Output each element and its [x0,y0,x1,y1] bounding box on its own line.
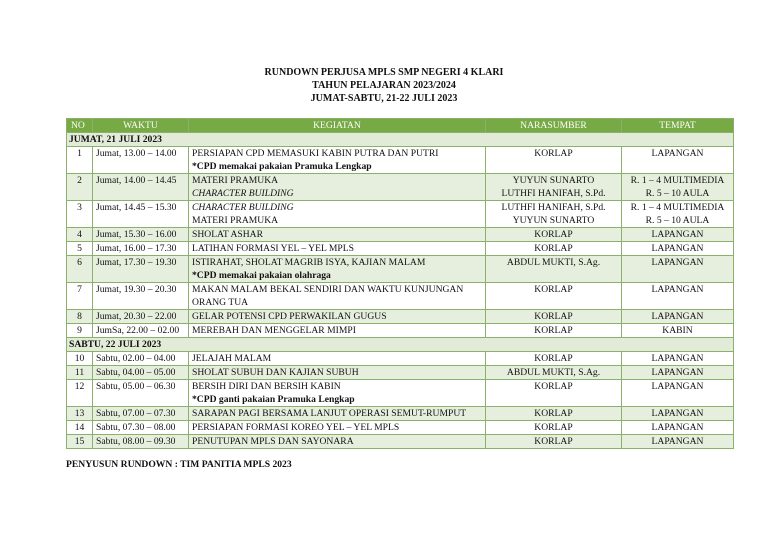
table-row [67,421,734,435]
cell-no: 4 [67,228,93,242]
cell-no: 11 [67,366,93,380]
cell-kegiatan [189,174,486,201]
header-kegiatan: KEGIATAN [189,119,486,133]
table-row [67,324,734,338]
table-row [67,380,734,407]
cell-waktu: Sabtu, 08.00 – 09.30 [93,435,189,449]
cell-narasumber: KORLAP [486,147,622,174]
section-label: JUMAT, 21 JULI 2023 [67,133,734,147]
cell-waktu: Jumat, 14.00 – 14.45 [93,174,189,201]
cell-narasumber: KORLAP [486,421,622,435]
tempat-text-2: R. 5 – 10 AULA [645,215,710,226]
cell-kegiatan: MEREBAH DAN MENGGELAR MIMPI [189,324,486,338]
kegiatan-text: CHARACTER BUILDING [192,202,294,213]
cell-narasumber: KORLAP [486,352,622,366]
cell-kegiatan: JELAJAH MALAM [189,352,486,366]
cell-waktu: Sabtu, 04.00 – 05.00 [93,366,189,380]
table-row [67,435,734,449]
rundown-table [66,118,734,449]
cell-waktu: Jumat, 15.30 – 16.00 [93,228,189,242]
cell-tempat: LAPANGAN [622,242,734,256]
table-row [67,283,734,310]
cell-tempat: LAPANGAN [622,435,734,449]
cell-narasumber: KORLAP [486,324,622,338]
header-narasumber: NARASUMBER [486,119,622,133]
cell-tempat: LAPANGAN [622,407,734,421]
cell-tempat: KABIN [622,324,734,338]
kegiatan-text: PERSIAPAN CPD MEMASUKI KABIN PUTRA DAN PUTRI [192,148,439,159]
cell-kegiatan: SARAPAN PAGI BERSAMA LANJUT OPERASI SEMUT-RUMPUT [189,407,486,421]
cell-no: 5 [67,242,93,256]
cell-kegiatan: SHOLAT SUBUH DAN KAJIAN SUBUH [189,366,486,380]
event-dates: JUMAT-SABTU, 21-22 JULI 2023 [310,93,458,104]
tempat-text-2: R. 5 – 10 AULA [645,188,710,199]
kegiatan-text-2: MATERI PRAMUKA [192,215,279,226]
table-row [67,242,734,256]
table-row [67,407,734,421]
cell-no: 13 [67,407,93,421]
cell-tempat [622,174,734,201]
cell-kegiatan: SHOLAT ASHAR [189,228,486,242]
cell-kegiatan: GELAR POTENSI CPD PERWAKILAN GUGUS [189,310,486,324]
cell-no: 9 [67,324,93,338]
cell-tempat: LAPANGAN [622,310,734,324]
header-waktu: WAKTU [93,119,189,133]
cell-no: 10 [67,352,93,366]
cell-no: 8 [67,310,93,324]
cell-narasumber [486,201,622,228]
cell-no: 7 [67,283,93,310]
cell-kegiatan [189,283,486,310]
cell-narasumber: KORLAP [486,228,622,242]
narasumber-text-2: LUTHFI HANIFAH, S.Pd. [501,188,606,199]
cell-kegiatan: PENUTUPAN MPLS DAN SAYONARA [189,435,486,449]
cell-no: 6 [67,256,93,283]
cell-kegiatan [189,147,486,174]
section-row-saturday [67,338,734,352]
cell-waktu: Jumat, 14.45 – 15.30 [93,201,189,228]
cell-kegiatan [189,380,486,407]
cell-no: 12 [67,380,93,407]
cell-no: 1 [67,147,93,174]
cell-narasumber: KORLAP [486,407,622,421]
cell-kegiatan [189,256,486,283]
tempat-text: R. 1 – 4 MULTIMEDIA [630,175,725,186]
cell-narasumber: KORLAP [486,310,622,324]
narasumber-text: LUTHFI HANIFAH, S.Pd. [501,202,606,213]
tempat-text: R. 1 – 4 MULTIMEDIA [630,202,725,213]
academic-year: TAHUN PELAJARAN 2023/2024 [312,80,456,91]
cell-tempat: LAPANGAN [622,256,734,283]
table-row [67,228,734,242]
cell-tempat [622,201,734,228]
cell-waktu: JumSa, 22.00 – 02.00 [93,324,189,338]
cell-narasumber: KORLAP [486,380,622,407]
section-row-friday [67,133,734,147]
table-row [67,147,734,174]
table-row [67,310,734,324]
narasumber-text: YUYUN SUNARTO [512,175,595,186]
cell-waktu: Sabtu, 02.00 – 04.00 [93,352,189,366]
cell-waktu: Jumat, 17.30 – 19.30 [93,256,189,283]
kegiatan-note: *CPD memakai pakaian olahraga [192,270,331,281]
cell-waktu: Sabtu, 05.00 – 06.30 [93,380,189,407]
narasumber-text-2: YUYUN SUNARTO [512,215,595,226]
kegiatan-text: MAKAN MALAM BEKAL SENDIRI DAN WAKTU KUNJUNGAN [192,284,464,295]
cell-narasumber: ABDUL MUKTI, S.Ag. [486,366,622,380]
kegiatan-text: BERSIH DIRI DAN BERSIH KABIN [192,381,341,392]
cell-waktu: Sabtu, 07.30 – 08.00 [93,421,189,435]
kegiatan-text: ISTIRAHAT, SHOLAT MAGRIB ISYA, KAJIAN MALAM [192,257,426,268]
cell-narasumber: KORLAP [486,435,622,449]
cell-tempat: LAPANGAN [622,380,734,407]
cell-tempat: LAPANGAN [622,147,734,174]
cell-no: 3 [67,201,93,228]
header-tempat: TEMPAT [622,119,734,133]
header-no: NO [67,119,93,133]
document-title: RUNDOWN PERJUSA MPLS SMP NEGERI 4 KLARI [264,67,504,78]
cell-waktu: Sabtu, 07.00 – 07.30 [93,407,189,421]
cell-narasumber: KORLAP [486,283,622,310]
kegiatan-text: MATERI PRAMUKA [192,175,279,186]
cell-no: 15 [67,435,93,449]
table-row [67,366,734,380]
cell-waktu: Jumat, 19.30 – 20.30 [93,283,189,310]
cell-no: 14 [67,421,93,435]
table-header-row [67,119,734,133]
footer-author: PENYUSUN RUNDOWN : TIM PANITIA MPLS 2023 [66,459,292,470]
cell-tempat: LAPANGAN [622,366,734,380]
table-row [67,201,734,228]
kegiatan-note: *CPD memakai pakaian Pramuka Lengkap [192,161,372,172]
cell-tempat: LAPANGAN [622,421,734,435]
table-row [67,352,734,366]
kegiatan-note: *CPD ganti pakaian Pramuka Lengkap [192,394,355,405]
cell-narasumber: ABDUL MUKTI, S.Ag. [486,256,622,283]
cell-kegiatan: LATIHAN FORMASI YEL – YEL MPLS [189,242,486,256]
cell-waktu: Jumat, 20.30 – 22.00 [93,310,189,324]
table-row [67,256,734,283]
cell-no: 2 [67,174,93,201]
cell-kegiatan: PERSIAPAN FORMASI KOREO YEL – YEL MPLS [189,421,486,435]
cell-tempat: LAPANGAN [622,228,734,242]
kegiatan-text-2: CHARACTER BUILDING [192,188,294,199]
cell-tempat: LAPANGAN [622,283,734,310]
table-row [67,174,734,201]
section-label: SABTU, 22 JULI 2023 [67,338,734,352]
cell-narasumber [486,174,622,201]
cell-narasumber: KORLAP [486,242,622,256]
cell-tempat: LAPANGAN [622,352,734,366]
kegiatan-text-2: ORANG TUA [192,297,249,308]
cell-waktu: Jumat, 16.00 – 17.30 [93,242,189,256]
cell-waktu: Jumat, 13.00 – 14.00 [93,147,189,174]
cell-kegiatan [189,201,486,228]
